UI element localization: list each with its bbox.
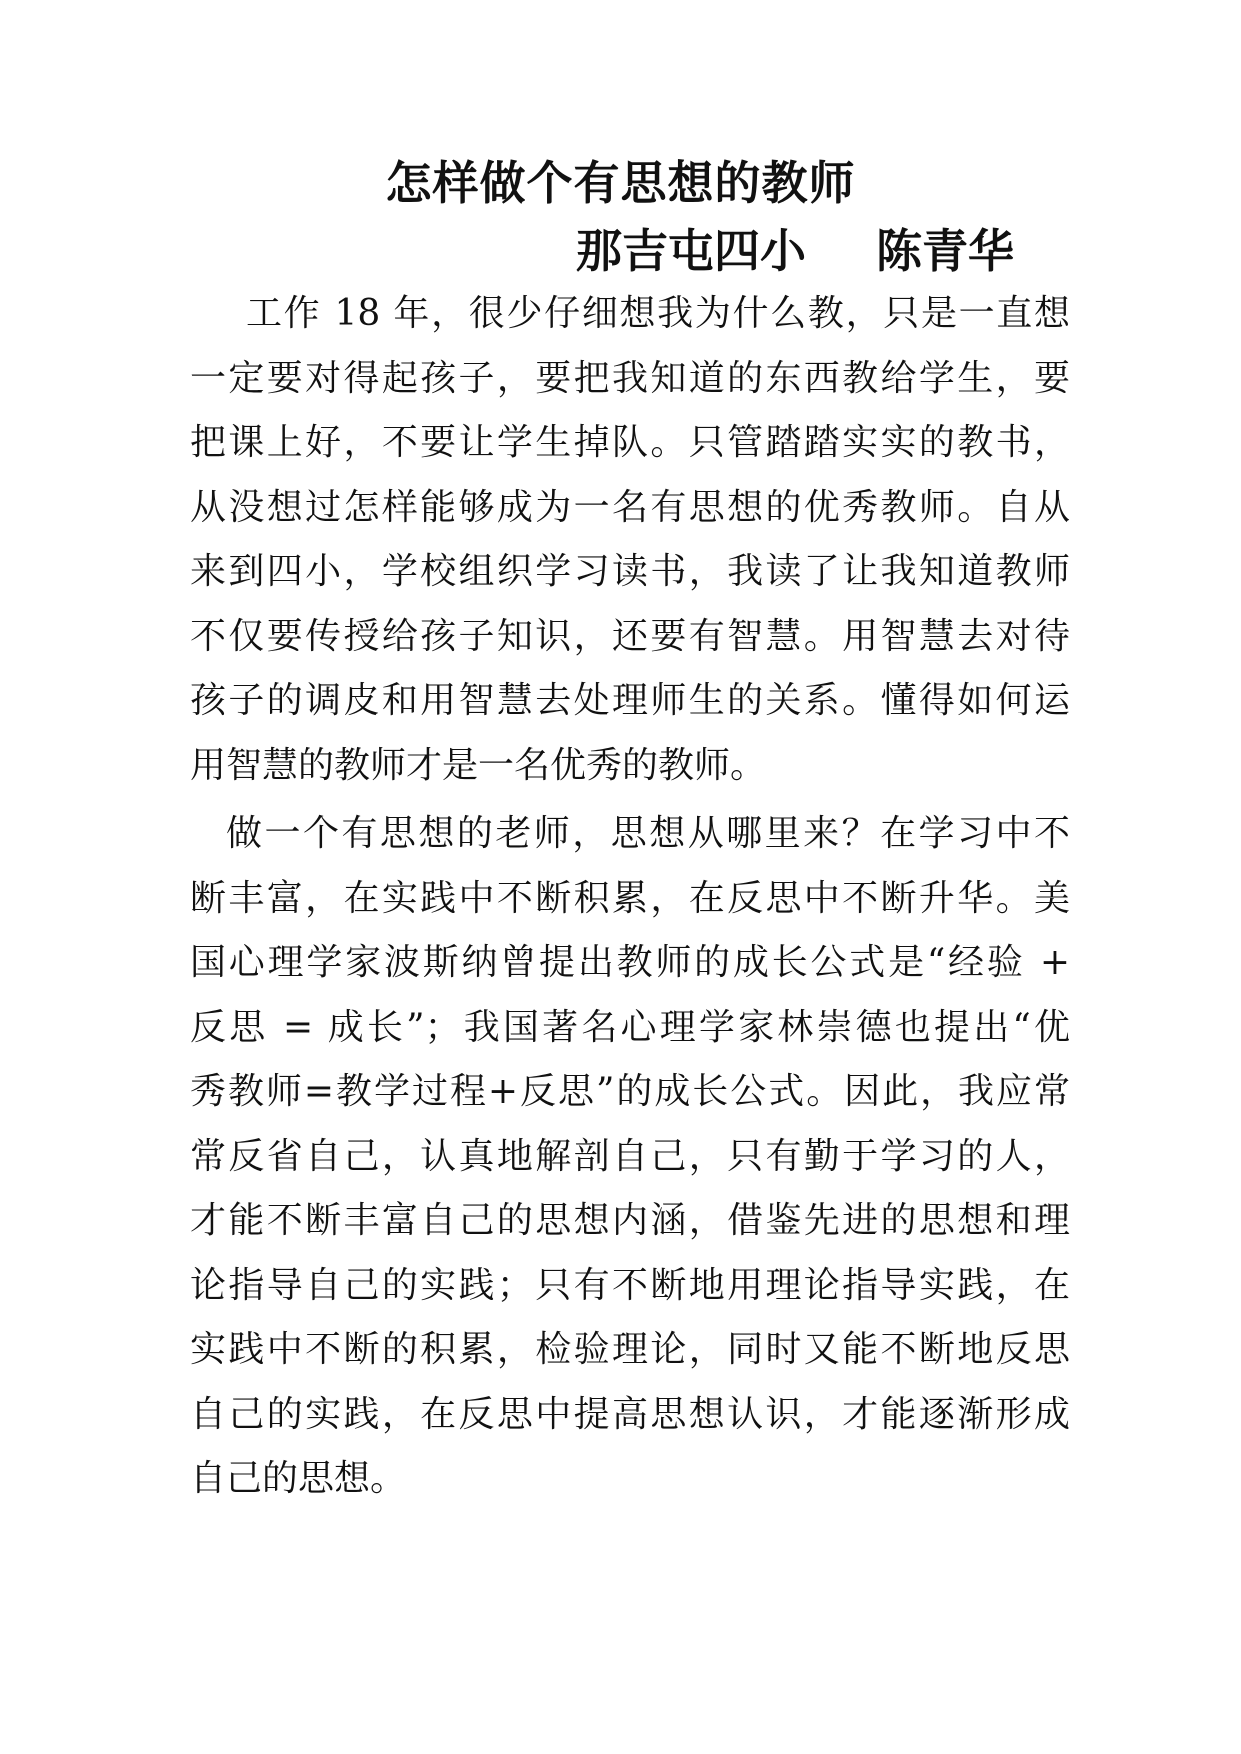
text-line: 自己的思想。 [190, 1458, 407, 1499]
byline [576, 218, 1014, 284]
paragraph-2 [190, 802, 1070, 1512]
text-line: 常反省自己，认真地解剖自己，只有勤于学习的人， [190, 1135, 1070, 1177]
text-line: 孩子的调皮和用智慧去处理师生的关系。懂得如何运 [190, 680, 1070, 721]
author-name: 陈青华 [876, 224, 1014, 278]
text-line: 工作 18 年，很少仔细想我为什么教，只是一直想 [246, 293, 1070, 334]
text-line: 秀教师=教学过程+反思”的成长公式。因此，我应常 [190, 1071, 1070, 1112]
text-line: 从没想过怎样能够成为一名有思想的优秀教师。自从 [190, 486, 1070, 528]
text-line: 一定要对得起孩子，要把我知道的东西教给学生，要 [190, 357, 1070, 399]
text-line: 反思 = 成长”；我国著名心理学家林崇德也提出“优 [190, 1006, 1070, 1048]
text-line: 不仅要传授给孩子知识，还要有智慧。用智慧去对待 [190, 615, 1070, 657]
text-line: 论指导自己的实践；只有不断地用理论指导实践，在 [190, 1264, 1070, 1306]
document-title: 怎样做个有思想的教师 [385, 156, 856, 210]
text-line: 实践中不断的积累，检验理论，同时又能不断地反思 [190, 1329, 1070, 1370]
text-line: 来到四小，学校组织学习读书，我读了让我知道教师 [190, 551, 1070, 592]
text-line: 用智慧的教师才是一名优秀的教师。 [190, 744, 767, 786]
paragraph-1 [190, 282, 1070, 798]
text-line: 断丰富，在实践中不断积累，在反思中不断升华。美 [190, 877, 1070, 919]
text-line: 国心理学家波斯纳曾提出教师的成长公式是“经验 + [190, 942, 1070, 983]
text-line: 才能不断丰富自己的思想内涵，借鉴先进的思想和理 [190, 1200, 1070, 1241]
text-line: 把课上好，不要让学生掉队。只管踏踏实实的教书， [190, 422, 1070, 463]
text-line: 做一个有思想的老师，思想从哪里来？在学习中不 [226, 813, 1070, 854]
author-school: 那吉屯四小 [576, 224, 806, 278]
text-line: 自己的实践，在反思中提高思想认识，才能逐渐形成 [190, 1393, 1070, 1435]
document-body [190, 282, 1070, 1512]
